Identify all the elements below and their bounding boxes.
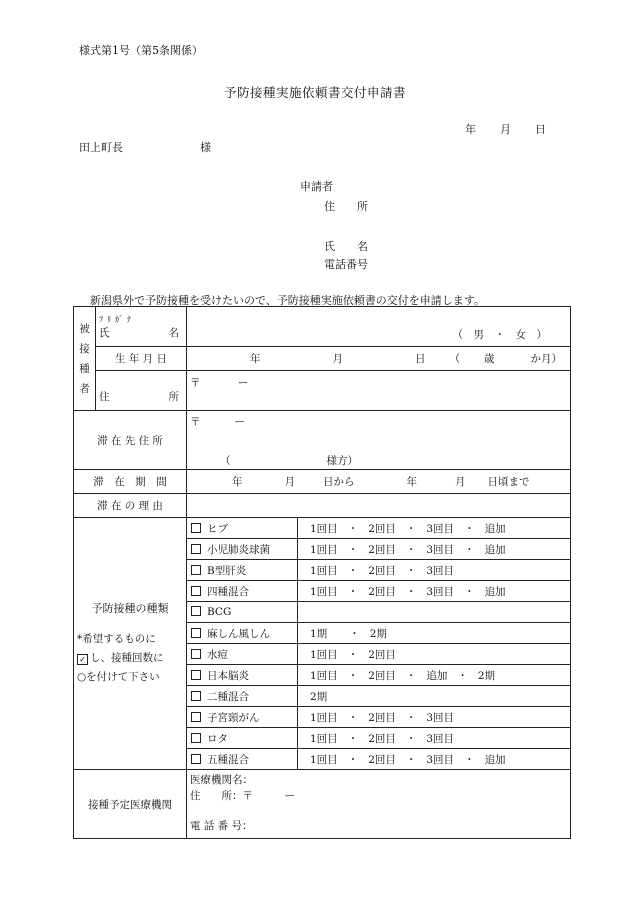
- dose-separator: ・: [347, 753, 359, 766]
- dose-separator: ・: [347, 522, 359, 535]
- addressee-suffix: 様: [200, 141, 211, 154]
- vaccine-name: B型肝炎: [207, 564, 247, 577]
- dose-option[interactable]: 3回目: [426, 564, 455, 577]
- dose-option[interactable]: 3回目: [426, 585, 455, 598]
- checked-box-icon: ✓: [77, 654, 88, 665]
- vaccine-name: 四種混合: [207, 585, 249, 598]
- recipient-group-label: 被 接 種 者: [74, 307, 96, 411]
- vaccine-checkbox-cell[interactable]: [187, 560, 298, 581]
- checkbox-icon[interactable]: [191, 754, 201, 764]
- dose-separator: ・: [464, 585, 475, 598]
- dose-separator: ・: [464, 753, 475, 766]
- date-month-label: 月: [500, 123, 511, 136]
- dose-option[interactable]: 1回目: [310, 732, 338, 745]
- checkbox-icon[interactable]: [191, 712, 201, 722]
- dose-separator: ・: [405, 564, 417, 577]
- dob-label: 生 年 月 日: [96, 347, 187, 371]
- name-label-cell: ﾌﾘｶﾞﾅ 氏 名: [96, 307, 187, 347]
- recipient-address-label: 住 所: [96, 371, 187, 411]
- dose-option[interactable]: 追加: [484, 585, 506, 598]
- dose-separator: ・: [347, 648, 359, 661]
- dose-option[interactable]: 2回目: [368, 648, 396, 661]
- vaccine-doses-cell[interactable]: [298, 560, 571, 581]
- vaccine-doses-cell[interactable]: [298, 749, 571, 770]
- dose-option[interactable]: 1回目: [310, 585, 338, 598]
- dose-option[interactable]: 2回目: [368, 669, 396, 682]
- dose-option[interactable]: 2回目: [368, 711, 396, 724]
- vaccine-section-title: 予防接種の種類: [91, 602, 169, 615]
- dose-option[interactable]: 1回目: [310, 669, 338, 682]
- dose-separator: ・: [405, 753, 417, 766]
- dose-option[interactable]: 2回目: [368, 585, 396, 598]
- dose-separator: ・: [347, 585, 359, 598]
- gender-choice[interactable]: （ 男 ・ 女 ）: [452, 329, 547, 341]
- recipient-address-field[interactable]: 〒 ー: [187, 371, 571, 411]
- vaccine-name: 五種混合: [207, 753, 249, 766]
- vaccine-name: 子宮頸がん: [207, 711, 260, 724]
- vaccine-checkbox-cell[interactable]: [187, 644, 298, 665]
- checkbox-icon[interactable]: [191, 649, 201, 659]
- checkbox-icon[interactable]: [191, 628, 201, 638]
- vaccine-doses-cell[interactable]: [298, 581, 571, 602]
- vaccine-section-label: [74, 518, 187, 770]
- dose-option[interactable]: 3回目: [426, 522, 455, 535]
- date-day-label: 日: [535, 123, 546, 136]
- dose-option[interactable]: 2回目: [368, 543, 396, 556]
- vaccine-checkbox-cell[interactable]: [187, 518, 298, 539]
- dose-option[interactable]: 1回目: [310, 753, 338, 766]
- clinic-field[interactable]: [187, 770, 571, 839]
- postal-mark: 〒: [190, 377, 201, 389]
- clinic-label: 接種予定医療機関: [74, 770, 187, 839]
- dose-separator: ・: [457, 669, 468, 682]
- dose-separator: ・: [464, 522, 475, 535]
- vaccine-doses-cell[interactable]: [298, 539, 571, 560]
- applicant-phone-label: 電話番号: [324, 258, 368, 271]
- application-form-table: [73, 306, 571, 839]
- dose-option[interactable]: 3回目: [426, 543, 455, 556]
- clinic-name-label: 医療機関名：: [190, 774, 253, 786]
- dose-option[interactable]: 3回目: [426, 711, 455, 724]
- stay-address-field[interactable]: 〒 ー （ 様方）: [187, 411, 571, 470]
- vaccine-doses-cell[interactable]: [298, 728, 571, 749]
- stay-period-label: 滞 在 期 間: [74, 470, 187, 494]
- applicant-name-label: 氏 名: [324, 240, 368, 253]
- dose-separator: ・: [405, 711, 417, 724]
- dose-option[interactable]: 1回目: [310, 564, 338, 577]
- vaccine-name: ヒブ: [207, 522, 228, 535]
- dose-separator: ・: [464, 543, 475, 556]
- vaccine-row: [74, 518, 571, 539]
- dose-option[interactable]: 2期: [310, 690, 328, 703]
- checkbox-icon[interactable]: [191, 733, 201, 743]
- dose-separator: ・: [347, 669, 359, 682]
- addressee: 田上町長: [79, 141, 123, 154]
- vaccine-name: 小児肺炎球菌: [207, 543, 270, 556]
- vaccine-checkbox-cell[interactable]: [187, 707, 298, 728]
- vaccine-name: 水痘: [207, 648, 228, 661]
- dose-option[interactable]: 2回目: [368, 732, 396, 745]
- checkbox-icon[interactable]: [191, 691, 201, 701]
- checkbox-icon[interactable]: [191, 606, 201, 616]
- date-year-label: 年: [465, 123, 476, 136]
- dose-option[interactable]: 1回目: [310, 543, 338, 556]
- dose-option[interactable]: 2回目: [368, 753, 396, 766]
- vaccine-name: ロタ: [207, 732, 228, 745]
- vaccine-doses-cell[interactable]: [298, 665, 571, 686]
- dose-separator: ・: [347, 711, 359, 724]
- checkbox-icon[interactable]: [191, 586, 201, 596]
- checkbox-icon[interactable]: [191, 565, 201, 575]
- vaccine-note: *希望するものに ✓ し、接種回数に ○を付けて下さい: [77, 633, 164, 683]
- document-title: 予防接種実施依頼書交付申請書: [223, 85, 406, 100]
- dose-separator: ・: [405, 669, 417, 682]
- dose-option[interactable]: 2回目: [368, 522, 396, 535]
- vaccine-doses-cell[interactable]: [298, 518, 571, 539]
- dob-field[interactable]: 年 月 日 （ 歳 か月）: [187, 347, 571, 371]
- dose-option[interactable]: 追加: [484, 753, 506, 766]
- dose-option[interactable]: 3回目: [426, 732, 455, 745]
- vaccine-name: 日本脳炎: [207, 669, 249, 682]
- dose-separator: ・: [349, 627, 360, 640]
- dose-separator: ・: [405, 522, 417, 535]
- dose-option[interactable]: 2期: [477, 669, 496, 682]
- applicant-address-label: 住 所: [324, 200, 368, 213]
- clinic-address-label: 住 所：〒 ー: [190, 790, 295, 802]
- dose-option[interactable]: 1期: [310, 627, 328, 640]
- vaccine-checkbox-cell[interactable]: [187, 728, 298, 749]
- dose-option[interactable]: 2期: [369, 627, 387, 640]
- vaccine-checkbox-cell[interactable]: [187, 686, 298, 707]
- dose-option[interactable]: 1回目: [310, 648, 338, 661]
- application-statement: 新潟県外で予防接種を受けたいので、予防接種実施依頼書の交付を申請します。: [90, 294, 485, 307]
- vaccine-doses-cell[interactable]: [298, 644, 571, 665]
- vaccine-doses-cell[interactable]: [298, 686, 571, 707]
- dose-option[interactable]: 追加: [484, 543, 506, 556]
- dose-option[interactable]: 追加: [484, 522, 506, 535]
- vaccine-checkbox-cell[interactable]: [187, 665, 298, 686]
- vaccine-checkbox-cell[interactable]: [187, 602, 298, 623]
- furigana-label: ﾌﾘｶﾞﾅ: [99, 314, 135, 324]
- dose-option[interactable]: 1回目: [310, 711, 338, 724]
- stay-period-field[interactable]: 年 月 日から 年 月 日頃まで: [187, 470, 571, 494]
- dose-separator: ・: [347, 564, 359, 577]
- vaccine-checkbox-cell[interactable]: [187, 539, 298, 560]
- applicant-label: 申請者: [300, 180, 333, 193]
- checkbox-icon[interactable]: [191, 523, 201, 533]
- stay-address-label: 滞 在 先 住 所: [74, 411, 187, 470]
- dose-separator: ・: [405, 732, 417, 745]
- vaccine-doses-cell[interactable]: [298, 707, 571, 728]
- vaccine-checkbox-cell[interactable]: [187, 623, 298, 644]
- vaccine-doses-cell[interactable]: [298, 623, 571, 644]
- dose-option[interactable]: 追加: [426, 669, 448, 682]
- dose-separator: ・: [405, 585, 417, 598]
- dose-option[interactable]: 1回目: [310, 522, 338, 535]
- stay-reason-field[interactable]: [187, 494, 571, 518]
- vaccine-name: 麻しん風しん: [207, 627, 270, 640]
- dose-separator: ・: [347, 543, 359, 556]
- vaccine-checkbox-cell[interactable]: [187, 749, 298, 770]
- checkbox-icon[interactable]: [191, 544, 201, 554]
- vaccine-name: BCG: [207, 606, 232, 618]
- dose-separator: ・: [405, 543, 417, 556]
- dose-option[interactable]: 2回目: [368, 564, 396, 577]
- dose-option[interactable]: 3回目: [426, 753, 455, 766]
- vaccine-doses-cell[interactable]: [298, 602, 571, 623]
- clinic-phone-label: 電 話 番 号：: [190, 820, 253, 832]
- form-number: 様式第1号（第5条関係）: [79, 44, 203, 57]
- name-field[interactable]: [187, 307, 571, 347]
- vaccine-name: 二種混合: [207, 690, 249, 703]
- checkbox-icon[interactable]: [191, 670, 201, 680]
- dose-separator: ・: [347, 732, 359, 745]
- vaccine-checkbox-cell[interactable]: [187, 581, 298, 602]
- stay-reason-label: 滞 在 の 理 由: [74, 494, 187, 518]
